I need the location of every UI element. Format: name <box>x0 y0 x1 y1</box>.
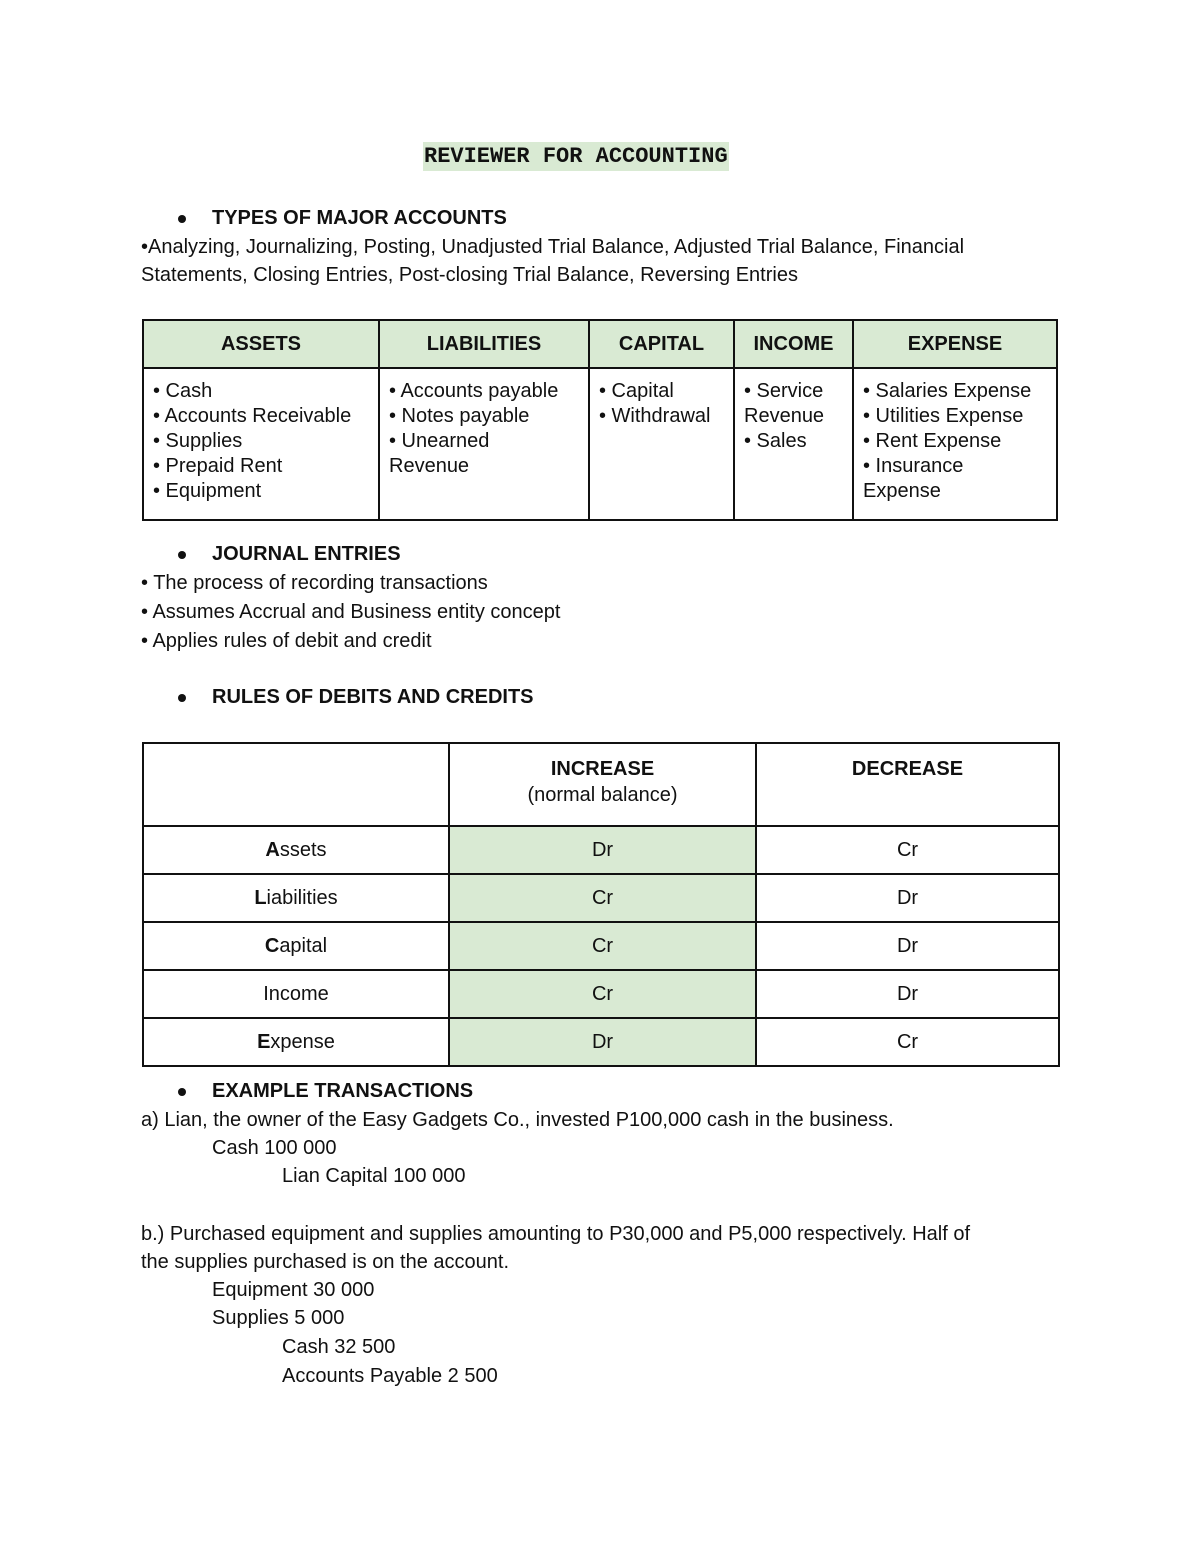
list-item: • Prepaid Rent <box>153 455 283 477</box>
list-item: • Unearned Revenue <box>389 430 490 477</box>
paragraph-line: Statements, Closing Entries, Post-closing Trial Balance, Reversing Entries <box>141 264 798 286</box>
list-item: • Withdrawal <box>599 405 711 427</box>
page-title: REVIEWER FOR ACCOUNTING <box>424 144 728 169</box>
list-item: • Utilities Expense <box>863 405 1024 427</box>
header-liabilities: LIABILITIES <box>379 320 589 368</box>
journal-debit: Supplies 5 000 <box>212 1307 345 1329</box>
decrease-cell: Cr <box>756 1018 1059 1066</box>
transaction-a: a) Lian, the owner of the Easy Gadgets Co., invested P100,000 cash in the business. <box>141 1109 894 1131</box>
increase-sublabel: (normal balance) <box>527 784 678 806</box>
rules-table <box>142 742 1060 1067</box>
decrease-cell: Dr <box>756 970 1059 1018</box>
list-item: • Notes payable <box>389 405 530 427</box>
increase-cell: Cr <box>449 970 756 1018</box>
header-assets: ASSETS <box>143 320 379 368</box>
paragraph-line: • Applies rules of debit and credit <box>141 630 432 652</box>
section-heading-examples: EXAMPLE TRANSACTIONS <box>212 1080 474 1102</box>
journal-credit: Cash 32 500 <box>282 1336 396 1358</box>
account-name: Capital <box>143 922 449 970</box>
bullet-icon <box>178 1088 186 1096</box>
account-name: Assets <box>143 826 449 874</box>
bullet-icon <box>178 551 186 559</box>
income-cell <box>734 368 853 520</box>
list-item: • Accounts Receivable <box>153 405 352 427</box>
list-item: • Capital <box>599 380 674 402</box>
table-row <box>143 922 1059 970</box>
increase-cell: Cr <box>449 874 756 922</box>
account-name: Liabilities <box>143 874 449 922</box>
list-item: • Cash <box>153 380 213 402</box>
journal-credit: Accounts Payable 2 500 <box>282 1365 498 1387</box>
paragraph-line: • Assumes Accrual and Business entity concept <box>141 601 561 623</box>
assets-cell <box>143 368 379 520</box>
header-income: INCOME <box>734 320 853 368</box>
decrease-cell: Dr <box>756 874 1059 922</box>
account-name: Expense <box>143 1018 449 1066</box>
list-item: • Equipment <box>153 480 262 502</box>
bullet-icon <box>178 694 186 702</box>
header-decrease: DECREASE <box>756 743 1059 826</box>
decrease-cell: Cr <box>756 826 1059 874</box>
table-row <box>143 1018 1059 1066</box>
journal-debit: Equipment 30 000 <box>212 1279 375 1301</box>
list-item: • Salaries Expense <box>863 380 1032 402</box>
header-increase <box>449 743 756 826</box>
section-heading-rules: RULES OF DEBITS AND CREDITS <box>212 686 534 708</box>
table-row <box>143 970 1059 1018</box>
transaction-b-cont: the supplies purchased is on the account. <box>141 1251 510 1273</box>
capital-cell <box>589 368 734 520</box>
account-name: Income <box>143 970 449 1018</box>
list-item: • Supplies <box>153 430 243 452</box>
journal-debit: Cash 100 000 <box>212 1137 337 1159</box>
list-item: • Service Revenue <box>744 380 825 427</box>
header-expense: EXPENSE <box>853 320 1057 368</box>
header-capital: CAPITAL <box>589 320 734 368</box>
accounts-table <box>142 319 1058 521</box>
list-item: • Rent Expense <box>863 430 1002 452</box>
journal-credit: Lian Capital 100 000 <box>282 1165 466 1187</box>
increase-cell: Cr <box>449 922 756 970</box>
section-heading-accounts: TYPES OF MAJOR ACCOUNTS <box>212 207 507 229</box>
increase-label: INCREASE <box>550 758 655 780</box>
section-heading-journal: JOURNAL ENTRIES <box>212 543 401 565</box>
bullet-icon <box>178 215 186 223</box>
transaction-b: b.) Purchased equipment and supplies amounting to P30,000 and P5,000 respectively. Half of <box>141 1223 971 1245</box>
paragraph-line: •Analyzing, Journalizing, Posting, Unadjusted Trial Balance, Adjusted Trial Balance, Financial <box>141 236 965 258</box>
list-item: • Insurance Expense <box>863 455 964 502</box>
blank-header <box>143 743 449 826</box>
increase-cell: Dr <box>449 1018 756 1066</box>
list-item: • Sales <box>744 430 807 452</box>
increase-cell: Dr <box>449 826 756 874</box>
expense-cell <box>853 368 1057 520</box>
paragraph-line: • The process of recording transactions <box>141 572 488 594</box>
table-row <box>143 826 1059 874</box>
table-row <box>143 874 1059 922</box>
decrease-cell: Dr <box>756 922 1059 970</box>
list-item: • Accounts payable <box>389 380 559 402</box>
liabilities-cell <box>379 368 589 520</box>
